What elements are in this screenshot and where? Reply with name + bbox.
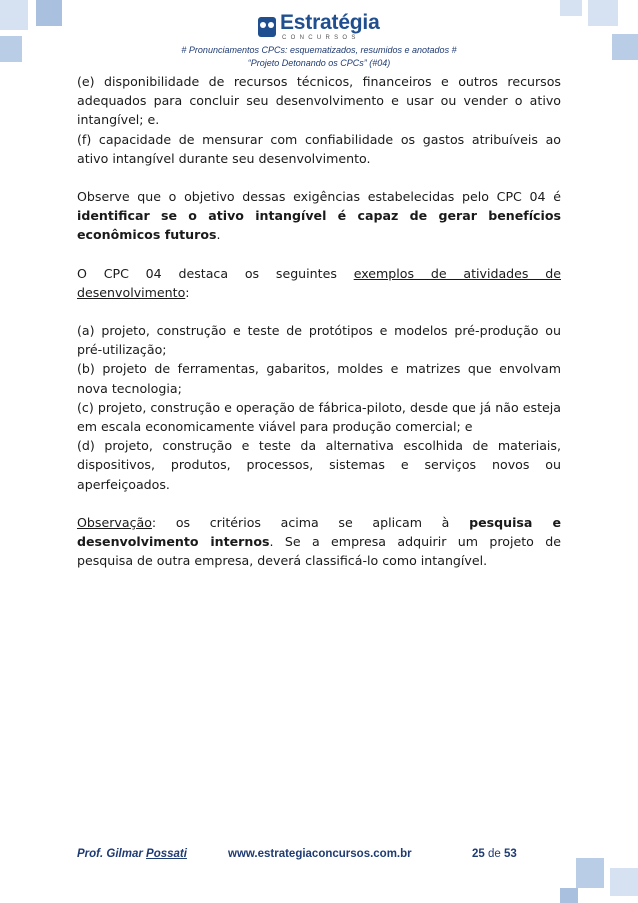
page-body	[77, 72, 561, 570]
decor-square	[560, 0, 582, 16]
decor-square	[0, 0, 28, 30]
brand-subtitle: CONCURSOS	[282, 35, 360, 41]
list-item-d: (d) projeto, construção e teste da alternativa escolhida de materiais, dispositivos, produtos, processos, sistemas e serviços novos ou aperfeiçoados.	[77, 438, 561, 492]
observation-label: Observação	[77, 514, 152, 530]
owl-icon	[258, 17, 276, 37]
decor-square	[36, 0, 62, 26]
header-subtitle-1: # Pronunciamentos CPCs: esquematizados, resumidos e anotados #	[181, 45, 457, 55]
list-item-a: (a) projeto, construção e teste de protótipos e modelos pré-produção ou pré-utilização;	[77, 323, 561, 358]
header-subtitle-2: “Projeto Detonando os CPCs” (#04)	[247, 58, 391, 68]
page-footer	[0, 848, 638, 864]
bold-phrase: pesquisa e desenvolvimento internos	[77, 514, 561, 550]
paragraph-examples-intro: O CPC 04 destaca os seguintes exemplos de atividades de desenvolvimento:	[77, 265, 561, 300]
footer-website-link[interactable]: www.estrategiaconcursos.com.br	[228, 848, 412, 860]
paragraph-objective: Observe que o objetivo dessas exigências estabelecidas pelo CPC 04 é identificar se o ativo intangível é capaz de gerar benefícios econômicos futuros.	[77, 189, 561, 243]
decor-square	[610, 868, 638, 896]
list-item-b: (b) projeto de ferramentas, gabaritos, moldes e matrizes que envolvam nova tecnologia;	[77, 361, 561, 396]
footer-page-number: 25 de 53	[472, 848, 517, 860]
underlined-phrase: exemplos de atividades de desenvolvimento	[77, 265, 561, 300]
paragraph-e: (e) disponibilidade de recursos técnicos, financeiros e outros recursos adequados para concluir seu desenvolvimento e usar ou vender o ativo intangível; e.	[77, 74, 561, 128]
paragraph-observation: Observação: os critérios acima se aplicam à pesquisa e desenvolvimento internos. Se a empresa adquirir um projeto de pesquisa de outra empresa, deverá classificá-lo como intangível.	[77, 514, 561, 569]
brand-name: Estratégia	[280, 11, 380, 34]
decor-square	[588, 0, 618, 26]
decor-square	[560, 888, 578, 903]
list-item-c: (c) projeto, construção e operação de fábrica-piloto, desde que já não esteja em escala economicamente viável para produção comercial; e	[77, 399, 561, 435]
footer-author: Prof. Gilmar Possati	[77, 848, 187, 860]
brand-logo	[258, 12, 380, 41]
paragraph-f: (f) capacidade de mensurar com confiabilidade os gastos atribuíveis ao ativo intangível durante seu desenvolvimento.	[77, 131, 561, 166]
bold-phrase: identificar se o ativo intangível é capaz de gerar benefícios econômicos futuros	[77, 208, 561, 243]
